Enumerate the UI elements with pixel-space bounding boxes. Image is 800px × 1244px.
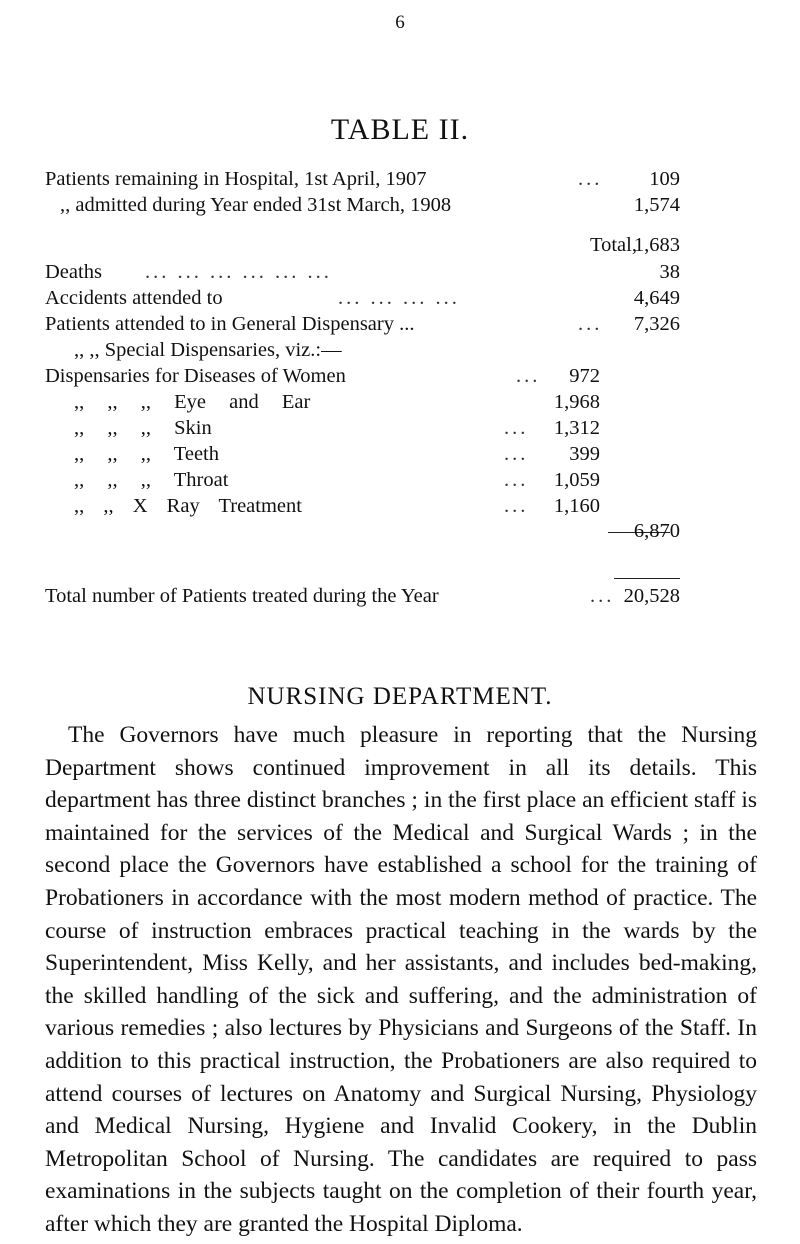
total-value: 1,683 bbox=[633, 234, 680, 256]
row-remaining-dots: ... bbox=[578, 168, 603, 190]
disp-women-value: 972 bbox=[569, 365, 600, 387]
accidents-value: 4,649 bbox=[633, 287, 680, 309]
deaths-dots: ... ... ... ... ... ... bbox=[145, 261, 332, 283]
table-title: TABLE II. bbox=[330, 113, 470, 146]
disp-skin-label: ,, ,, ,, Skin bbox=[74, 417, 212, 439]
grand-total-dots: ... bbox=[590, 585, 615, 607]
accidents-dots: ... ... ... ... bbox=[338, 287, 460, 309]
row-remaining-value: 109 bbox=[649, 168, 680, 190]
general-dispensary-dots: ... bbox=[578, 313, 603, 335]
disp-women-dots: ... bbox=[516, 365, 541, 387]
total-label: Total, bbox=[590, 234, 637, 256]
disp-skin-dots: ... bbox=[504, 417, 529, 439]
nursing-heading: NURSING DEPARTMENT. bbox=[247, 683, 553, 710]
disp-xray-value: 1,160 bbox=[553, 495, 600, 517]
page-number: 6 bbox=[395, 12, 405, 33]
general-dispensary-label: Patients attended to in General Dispensary ... bbox=[45, 313, 415, 335]
row-admitted-value: 1,574 bbox=[633, 194, 680, 216]
row-remaining-label: Patients remaining in Hospital, 1st April, 1907 bbox=[45, 168, 427, 190]
grand-total-rule bbox=[614, 578, 680, 579]
disp-xray-label: ,, ,, X Ray Treatment bbox=[74, 495, 302, 517]
special-dispensaries-label: ,, ,, Special Dispensaries, viz.:— bbox=[74, 339, 342, 361]
deaths-value: 38 bbox=[659, 261, 680, 283]
disp-throat-value: 1,059 bbox=[553, 469, 600, 491]
disp-throat-label: ,, ,, ,, Throat bbox=[74, 469, 229, 491]
accidents-label: Accidents attended to bbox=[45, 287, 223, 309]
disp-teeth-value: 399 bbox=[569, 443, 600, 465]
nursing-paragraph: The Governors have much pleasure in reporting that the Nursing Department shows continued improvement in all its details. This department has three distinct branches ; in the first place an efficient staff is maintained for the services of the Medical and Surgical Wards ; in the second place the Governors have established a school for the training of Probationers in accordance with the most modern method of practice. The course of instruction embraces practical teaching in the wards by the Superintendent, Miss Kelly, and her assistants, and includes bed-making, the skilled handling of the sick and suffering, and the administration of various remedies ; also lectures by Physicians and Surgeons of the Staff. In addition to this practical instruction, the Probationers are also required to attend courses of lectures on Anatomy and Surgical Nursing, Physiology and Medical Nursing, Hygiene and Invalid Cookery, in the Dublin Metropolitan School of Nursing. The candidates are required to pass examinations in the subjects taught on the completion of their fourth year, after which they are granted the Hospital Diploma. bbox=[45, 722, 757, 1237]
row-admitted-label: ,, admitted during Year ended 31st March, 1908 bbox=[60, 194, 452, 216]
disp-teeth-dots: ... bbox=[504, 443, 529, 465]
grand-total-label: Total number of Patients treated during the Year bbox=[45, 585, 439, 607]
disp-xray-dots: ... bbox=[504, 495, 529, 517]
deaths-label: Deaths bbox=[45, 261, 102, 283]
disp-eye-label: ,, ,, ,, Eye and Ear bbox=[74, 391, 311, 413]
disp-throat-dots: ... bbox=[504, 469, 529, 491]
dispensaries-total-value: 6,870 bbox=[633, 520, 680, 542]
disp-skin-value: 1,312 bbox=[553, 417, 600, 439]
disp-teeth-label: ,, ,, ,, Teeth bbox=[74, 443, 219, 465]
disp-eye-value: 1,968 bbox=[553, 391, 600, 413]
disp-women-label: Dispensaries for Diseases of Women bbox=[45, 365, 346, 387]
general-dispensary-value: 7,326 bbox=[633, 313, 680, 335]
grand-total-value: 20,528 bbox=[623, 585, 680, 607]
